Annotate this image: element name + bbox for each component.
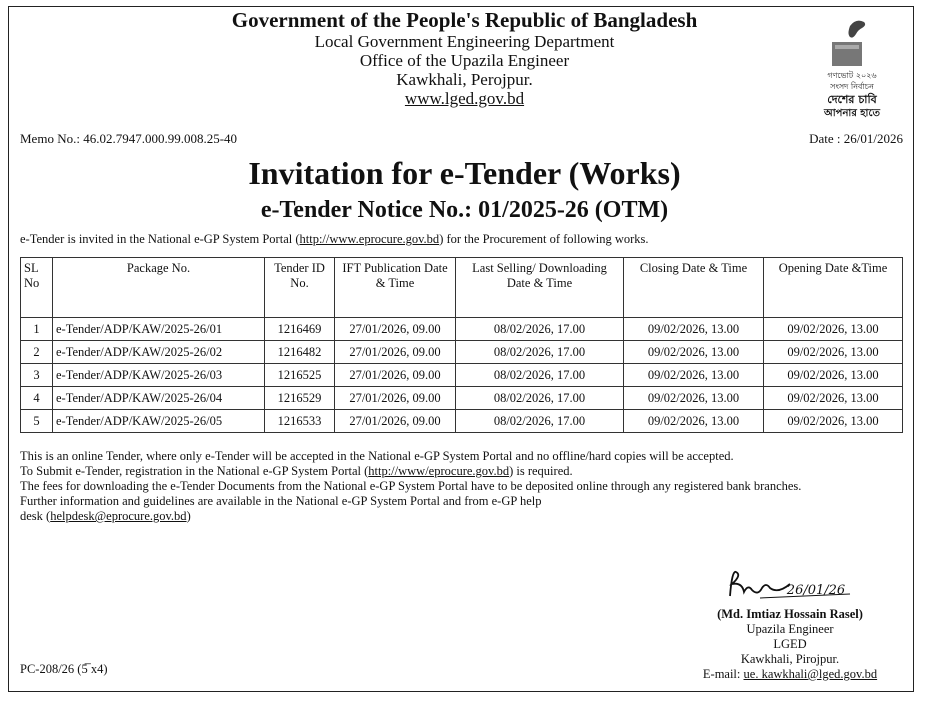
letterhead: [0, 8, 929, 109]
terms-notes: [20, 449, 910, 524]
note-registration: To Submit e-Tender, registration in the National e-GP System Portal (http://www/eprocure.gov.bd) is required.: [20, 464, 573, 478]
pc-reference: PC-208/26 (5̅ x4): [20, 662, 108, 676]
col-sl: SL No: [21, 258, 53, 318]
office-name: Office of the Upazila Engineer: [359, 51, 570, 70]
table-row: [21, 318, 903, 341]
signer-block: [660, 607, 920, 682]
cell-ift: 27/01/2026, 09.00: [335, 410, 456, 433]
cell-sl: 3: [21, 364, 53, 387]
cell-tender-id: 1216529: [265, 387, 335, 410]
table-row: [21, 410, 903, 433]
cell-closing: 09/02/2026, 13.00: [624, 410, 764, 433]
table-row: [21, 341, 903, 364]
eprocure-link[interactable]: http://www.eprocure.gov.bd: [299, 232, 440, 246]
col-tender-id: Tender ID No.: [265, 258, 335, 318]
col-closing: Closing Date & Time: [624, 258, 764, 318]
cell-ift: 27/01/2026, 09.00: [335, 387, 456, 410]
notice-number: e-Tender Notice No.: 01/2025-26 (OTM): [260, 197, 669, 223]
logo-text-3: দেশের চাবি: [827, 93, 877, 106]
notice-date: Date : 26/01/2026: [809, 131, 903, 146]
cell-opening: 09/02/2026, 13.00: [764, 410, 903, 433]
cell-opening: 09/02/2026, 13.00: [764, 387, 903, 410]
cell-package: e-Tender/ADP/KAW/2025-26/02: [53, 341, 265, 364]
cell-sl: 5: [21, 410, 53, 433]
website-link[interactable]: www.lged.gov.bd: [404, 89, 525, 108]
cell-sl: 2: [21, 341, 53, 364]
cell-tender-id: 1216533: [265, 410, 335, 433]
notice-title: Invitation for e-Tender (Works): [248, 155, 681, 191]
office-location: Kawkhali, Perojpur.: [396, 70, 533, 89]
signer-name: (Md. Imtiaz Hossain Rasel): [717, 607, 863, 621]
logo-text-1: গণভোট ২০২৬: [827, 71, 877, 80]
cell-last-selling: 08/02/2026, 17.00: [456, 410, 624, 433]
note-helpdesk: desk (helpdesk@eprocure.gov.bd): [20, 509, 191, 523]
signer-org: LGED: [773, 637, 807, 651]
cell-last-selling: 08/02/2026, 17.00: [456, 318, 624, 341]
cell-package: e-Tender/ADP/KAW/2025-26/04: [53, 387, 265, 410]
cell-closing: 09/02/2026, 13.00: [624, 341, 764, 364]
cell-ift: 27/01/2026, 09.00: [335, 341, 456, 364]
election-logo: [812, 12, 892, 122]
cell-closing: 09/02/2026, 13.00: [624, 364, 764, 387]
cell-tender-id: 1216525: [265, 364, 335, 387]
logo-text-4: আপনার হাতে: [824, 108, 880, 119]
cell-last-selling: 08/02/2026, 17.00: [456, 387, 624, 410]
note-guidelines: Further information and guidelines are available in the National e-GP System Portal and from e-GP help: [20, 494, 542, 508]
department-name: Local Government Engineering Department: [314, 32, 615, 51]
signer-email-link[interactable]: ue. kawkhali@lged.gov.bd: [743, 667, 878, 681]
table-header-row: [21, 258, 903, 318]
cell-closing: 09/02/2026, 13.00: [624, 318, 764, 341]
cell-closing: 09/02/2026, 13.00: [624, 387, 764, 410]
government-title: Government of the People's Republic of Bangladesh: [231, 8, 698, 32]
signer-place: Kawkhali, Pirojpur.: [740, 652, 840, 666]
cell-tender-id: 1216482: [265, 341, 335, 364]
tender-table: [20, 257, 903, 433]
note-online: This is an online Tender, where only e-Tender will be accepted in the National e-GP System Portal and no offline/hard copies will be accepted.: [20, 449, 734, 463]
cell-opening: 09/02/2026, 13.00: [764, 364, 903, 387]
note-fees: The fees for downloading the e-Tender Documents from the National e-GP System Portal have to be deposited online through any registered bank branches.: [20, 479, 802, 493]
cell-last-selling: 08/02/2026, 17.00: [456, 364, 624, 387]
table-row: [21, 364, 903, 387]
cell-package: e-Tender/ADP/KAW/2025-26/05: [53, 410, 265, 433]
cell-package: e-Tender/ADP/KAW/2025-26/03: [53, 364, 265, 387]
cell-sl: 1: [21, 318, 53, 341]
cell-tender-id: 1216469: [265, 318, 335, 341]
col-last-selling: Last Selling/ Downloading Date & Time: [456, 258, 624, 318]
cell-package: e-Tender/ADP/KAW/2025-26/01: [53, 318, 265, 341]
cell-sl: 4: [21, 387, 53, 410]
intro-text: e-Tender is invited in the National e-GP System Portal (http://www.eprocure.gov.bd) for the Procurement of following works.: [20, 232, 649, 246]
cell-opening: 09/02/2026, 13.00: [764, 318, 903, 341]
cell-ift: 27/01/2026, 09.00: [335, 364, 456, 387]
signer-email-line: E-mail: ue. kawkhali@lged.gov.bd: [702, 667, 878, 681]
memo-number: Memo No.: 46.02.7947.000.99.008.25-40: [20, 131, 238, 146]
logo-text-2: সংসদ নির্বাচন: [830, 82, 874, 91]
signer-designation: Upazila Engineer: [746, 622, 834, 636]
table-row: [21, 387, 903, 410]
registration-link[interactable]: http://www/eprocure.gov.bd: [368, 464, 510, 478]
cell-ift: 27/01/2026, 09.00: [335, 318, 456, 341]
col-ift: IFT Publication Date & Time: [335, 258, 456, 318]
hand-icon: [849, 21, 866, 38]
cell-opening: 09/02/2026, 13.00: [764, 341, 903, 364]
col-package: Package No.: [53, 258, 265, 318]
helpdesk-email-link[interactable]: helpdesk@eprocure.gov.bd: [50, 509, 187, 523]
col-opening: Opening Date &Time: [764, 258, 903, 318]
cell-last-selling: 08/02/2026, 17.00: [456, 341, 624, 364]
signature-date: 26/01/26: [786, 583, 846, 598]
signature-image: [720, 562, 860, 608]
